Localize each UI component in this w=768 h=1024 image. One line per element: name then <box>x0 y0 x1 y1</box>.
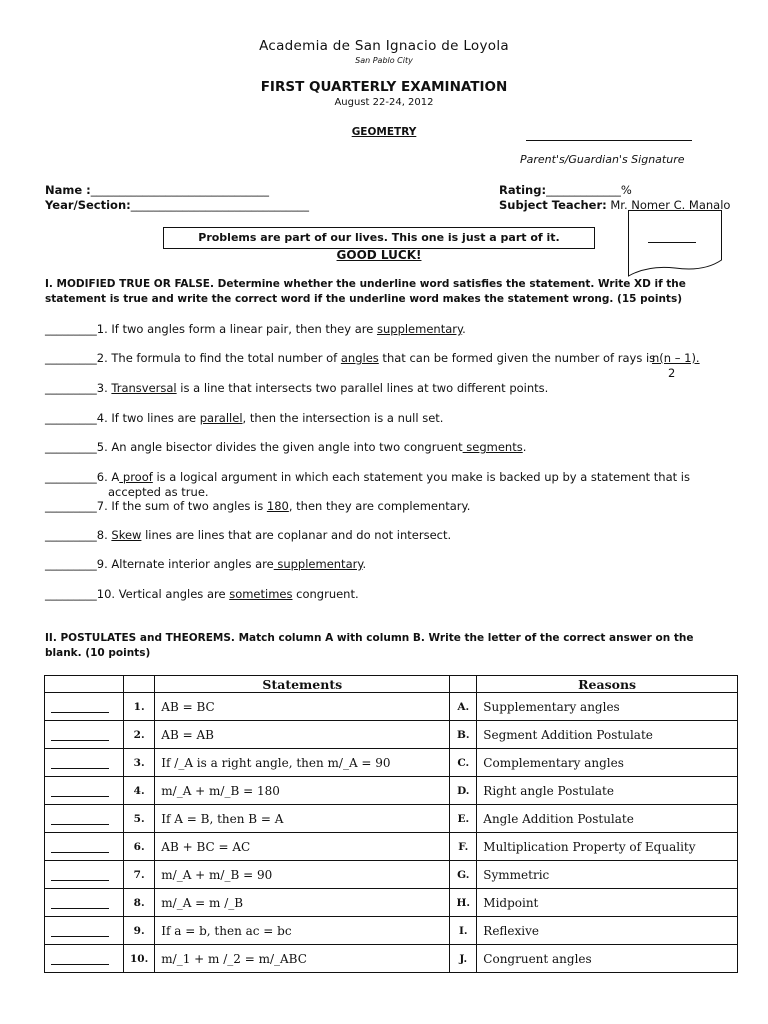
school-name: Academia de San Ignacio de Loyola <box>259 38 509 54</box>
table-row <box>45 749 738 777</box>
answer-blank-cell[interactable] <box>45 721 124 749</box>
statement: AB + BC = AC <box>155 833 450 861</box>
year-section-blank: _______________________________ <box>130 198 309 212</box>
header-statements: Statements <box>155 676 450 693</box>
item-text: , then they are complementary. <box>288 499 471 513</box>
tf-item-5[interactable] <box>45 440 526 454</box>
statement: AB = BC <box>155 693 450 721</box>
underlined-word: Transversal <box>111 381 177 395</box>
table-row <box>45 833 738 861</box>
underlined-word: parallel <box>199 411 243 425</box>
underlined-word: sometimes <box>229 587 293 601</box>
item-text: 10. Vertical angles are <box>96 587 230 601</box>
rating-blank: _____________% <box>546 183 632 197</box>
score-box <box>628 210 722 278</box>
teacher-label: Subject Teacher: <box>499 198 607 212</box>
item-text: 2. The formula to find the total number of <box>96 351 341 365</box>
underlined-word: segments <box>462 440 523 454</box>
item-text: 3. <box>96 381 112 395</box>
item-text: 4. If two lines are <box>96 411 200 425</box>
tf-item-10[interactable] <box>45 587 359 601</box>
reason: Right angle Postulate <box>477 777 738 805</box>
item-text: that can be formed given the number of rays is <box>378 351 656 365</box>
reason-letter: G. <box>450 861 477 889</box>
tf-item-4[interactable] <box>45 411 443 425</box>
item-text: , then the intersection is a null set. <box>242 411 444 425</box>
statement-number: 2. <box>124 721 155 749</box>
tf-item-7[interactable] <box>45 499 470 513</box>
subject-title: GEOMETRY <box>351 126 417 138</box>
underlined-word: 180 <box>266 499 289 513</box>
statement: If a = b, then ac = bc <box>155 917 450 945</box>
reason: Multiplication Property of Equality <box>477 833 738 861</box>
table-row <box>45 693 738 721</box>
item-text: is a logical argument in which each statement you make is backed up by a statement that is <box>152 470 690 484</box>
reason-letter: D. <box>450 777 477 805</box>
item-text: 1. If two angles form a linear pair, then they are <box>96 322 377 336</box>
tf-item-3[interactable] <box>45 381 548 395</box>
matching-table <box>44 675 738 973</box>
item-text: . <box>362 557 367 571</box>
answer-blank: _________ <box>45 557 97 571</box>
section2-instruction: II. POSTULATES and THEOREMS. Match column A with column B. Write the letter of the correct answer on the blank. (10 points) <box>45 632 694 659</box>
underlined-word: angles <box>340 351 379 365</box>
item-text: 9. Alternate interior angles are <box>96 557 274 571</box>
answer-blank-cell[interactable] <box>45 945 124 973</box>
answer-blank: _________ <box>45 587 97 601</box>
statement: If A = B, then B = A <box>155 805 450 833</box>
table-row <box>45 889 738 917</box>
signature-label: Parent's/Guardian's Signature <box>520 153 685 166</box>
statement: m/_A = m /_B <box>155 889 450 917</box>
rating-field <box>499 183 632 197</box>
answer-blank: _________ <box>45 440 97 454</box>
reason: Segment Addition Postulate <box>477 721 738 749</box>
name-field[interactable] <box>45 183 269 197</box>
answer-blank: _________ <box>45 322 97 336</box>
exam-date: August 22-24, 2012 <box>334 97 434 108</box>
name-blank: _______________________________ <box>90 183 270 197</box>
statement-number: 3. <box>124 749 155 777</box>
tf-item-8[interactable] <box>45 528 451 542</box>
score-blank <box>648 242 696 243</box>
item-text: 5. An angle bisector divides the given angle into two congruent <box>96 440 463 454</box>
reason-letter: F. <box>450 833 477 861</box>
reason-letter: E. <box>450 805 477 833</box>
underlined-word: proof <box>119 470 153 484</box>
motto-box: Problems are part of our lives. This one is just a part of it. <box>163 227 595 249</box>
tf-item-6[interactable] <box>45 470 690 484</box>
statement: AB = AB <box>155 721 450 749</box>
exam-title: FIRST QUARTERLY EXAMINATION <box>260 79 508 95</box>
formula-denominator: 2 <box>668 366 676 380</box>
statement: m/_1 + m /_2 = m/_ABC <box>155 945 450 973</box>
answer-blank-cell[interactable] <box>45 833 124 861</box>
reason-letter: H. <box>450 889 477 917</box>
answer-blank <box>51 814 109 825</box>
reason: Midpoint <box>477 889 738 917</box>
answer-blank <box>51 786 109 797</box>
answer-blank <box>51 870 109 881</box>
tf-item-6-continued: accepted as true. <box>108 485 209 499</box>
answer-blank <box>51 758 109 769</box>
year-section-label: Year/Section: <box>45 198 131 212</box>
year-section-field[interactable] <box>45 198 309 212</box>
tf-item-2[interactable] <box>45 351 655 365</box>
reason-letter: J. <box>450 945 477 973</box>
underlined-word: Skew <box>111 528 142 542</box>
underlined-word: supplementary <box>376 322 463 336</box>
answer-blank <box>51 842 109 853</box>
item-text: . <box>462 322 466 336</box>
reason-letter: C. <box>450 749 477 777</box>
reason: Reflexive <box>477 917 738 945</box>
answer-blank-cell[interactable] <box>45 749 124 777</box>
reason: Angle Addition Postulate <box>477 805 738 833</box>
table-row <box>45 917 738 945</box>
good-luck: GOOD LUCK! <box>336 248 422 262</box>
answer-blank-cell[interactable] <box>45 693 124 721</box>
statement-number: 7. <box>124 861 155 889</box>
answer-blank: _________ <box>45 470 97 484</box>
reason: Supplementary angles <box>477 693 738 721</box>
header-letter <box>450 676 477 693</box>
statement-number: 6. <box>124 833 155 861</box>
statement: m/_A + m/_B = 90 <box>155 861 450 889</box>
header-reasons: Reasons <box>477 676 738 693</box>
reason-letter: A. <box>450 693 477 721</box>
reason: Congruent angles <box>477 945 738 973</box>
answer-blank-cell[interactable] <box>45 777 124 805</box>
reason: Symmetric <box>477 861 738 889</box>
statement: m/_A + m/_B = 180 <box>155 777 450 805</box>
statement-number: 5. <box>124 805 155 833</box>
item-text: 7. If the sum of two angles is <box>96 499 267 513</box>
statement-number: 1. <box>124 693 155 721</box>
header-blank <box>45 676 124 693</box>
section1-instruction: I. MODIFIED TRUE OR FALSE. Determine whether the underline word satisfies the statement. Write XD if the statement is true and write the correct word if the underline word makes the statement wrong. (15 points) <box>45 278 686 305</box>
signature-line <box>526 140 692 141</box>
rating-label: Rating: <box>499 183 547 197</box>
tf-item-1[interactable] <box>45 322 466 336</box>
answer-blank: _________ <box>45 351 97 365</box>
answer-blank-cell[interactable] <box>45 889 124 917</box>
table-row <box>45 777 738 805</box>
formula-numerator: n(n – 1). <box>652 351 700 365</box>
answer-blank <box>51 702 109 713</box>
statement-number: 4. <box>124 777 155 805</box>
table-row <box>45 805 738 833</box>
answer-blank-cell[interactable] <box>45 805 124 833</box>
statement-number: 10. <box>124 945 155 973</box>
reason-letter: I. <box>450 917 477 945</box>
answer-blank: _________ <box>45 411 97 425</box>
teacher-name: Mr. Nomer C. Manalo <box>606 198 731 212</box>
answer-blank <box>51 954 109 965</box>
reason-letter: B. <box>450 721 477 749</box>
tf-item-9[interactable] <box>45 557 366 571</box>
statement-number: 8. <box>124 889 155 917</box>
table-header-row <box>45 676 738 693</box>
header-num <box>124 676 155 693</box>
name-label: Name : <box>45 183 91 197</box>
item-text: . <box>522 440 527 454</box>
answer-blank: _________ <box>45 499 97 513</box>
reason: Complementary angles <box>477 749 738 777</box>
table-row <box>45 861 738 889</box>
answer-blank <box>51 730 109 741</box>
item-text: congruent. <box>292 587 359 601</box>
statement: If /_A is a right angle, then m/_A = 90 <box>155 749 450 777</box>
answer-blank: _________ <box>45 528 97 542</box>
answer-blank-cell[interactable] <box>45 861 124 889</box>
item-text: 8. <box>96 528 112 542</box>
item-text: is a line that intersects two parallel lines at two different points. <box>176 381 549 395</box>
underlined-word: supplementary <box>273 557 363 571</box>
item-text: lines are lines that are coplanar and do not intersect. <box>141 528 452 542</box>
statement-number: 9. <box>124 917 155 945</box>
answer-blank <box>51 898 109 909</box>
answer-blank <box>51 926 109 937</box>
school-city: San Pablo City <box>355 56 413 65</box>
answer-blank-cell[interactable] <box>45 917 124 945</box>
answer-blank: _________ <box>45 381 97 395</box>
table-row <box>45 945 738 973</box>
item-text: 6. A <box>96 470 120 484</box>
table-row <box>45 721 738 749</box>
